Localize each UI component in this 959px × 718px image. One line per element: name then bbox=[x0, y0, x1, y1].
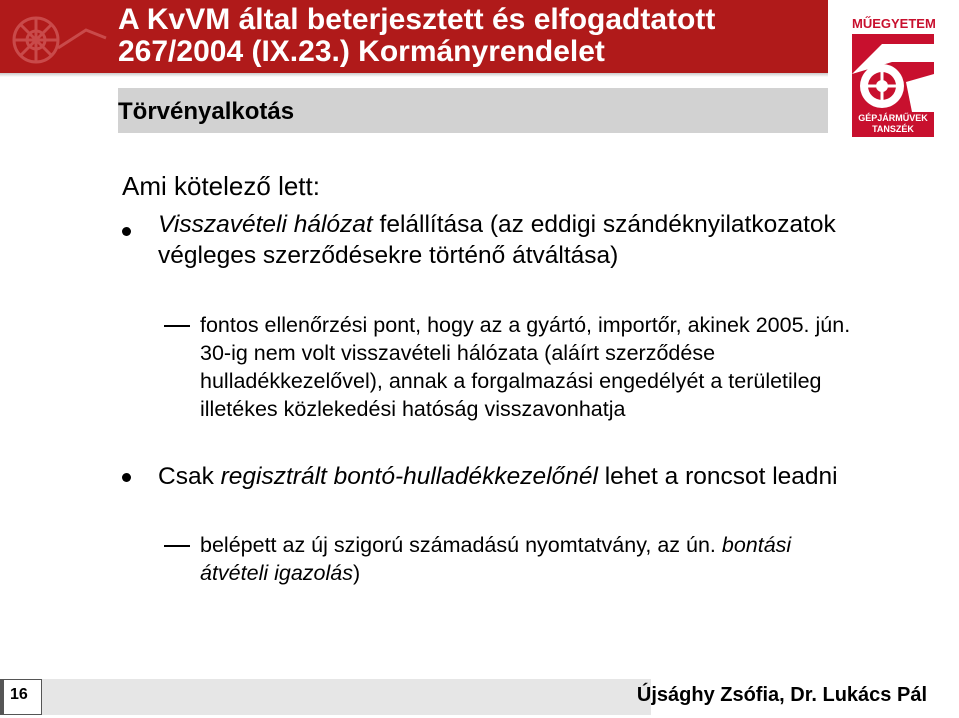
bullet-1-text bbox=[158, 209, 888, 271]
bullet-dot bbox=[122, 227, 131, 236]
bullet-2-rest: lehet a roncsot leadni bbox=[597, 463, 838, 490]
intro-text: Ami kötelező lett: bbox=[122, 171, 320, 201]
bullet-2-italic: regisztrált bontó-hulladékkezelőnél bbox=[220, 463, 598, 490]
bullet-2-pre: Csak bbox=[158, 463, 221, 490]
bullet-1-italic: Visszavételi hálózat bbox=[158, 211, 373, 238]
logo-bottom-line-1: GÉPJÁRMŰVEK bbox=[858, 113, 928, 123]
wheel-watermark-icon bbox=[6, 8, 110, 68]
bullet-2-sub-italic: bontási átvételi igazolás bbox=[200, 533, 792, 585]
bullet-2-text bbox=[158, 461, 888, 492]
bullet-2-sub-text bbox=[200, 531, 860, 587]
dash-marker bbox=[164, 325, 190, 327]
bullet-2-sub-post: ) bbox=[352, 561, 361, 585]
bullet-2-sub-pre: belépett az új szigorú számadású nyomtatvány, az ún. bbox=[200, 533, 722, 557]
logo-bottom-line-2: TANSZÉK bbox=[872, 124, 914, 134]
car-wheel-logo-icon bbox=[852, 34, 934, 112]
logo-bottom-text bbox=[852, 112, 934, 137]
bullet-dot bbox=[122, 473, 131, 482]
slide-subtitle: Törvényalkotás bbox=[118, 98, 295, 125]
bullet-1-sub-text: fontos ellenőrzési pont, hogy az a gyártó, importőr, akinek 2005. jún. 30-ig nem volt visszavételi hálózata (aláírt szerződése hulladékkezelővel), annak a forgalmazási engedélyét a területileg illetékes közlekedési hatóság visszavonhatja bbox=[200, 313, 851, 421]
dash-marker bbox=[164, 545, 190, 547]
title-shadow bbox=[0, 73, 828, 77]
author-credit: Újsághy Zsófia, Dr. Lukács Pál bbox=[636, 684, 927, 706]
logo-top-text: MŰEGYETEM bbox=[852, 14, 934, 34]
university-logo bbox=[852, 14, 934, 136]
bullet-1-rest: felállítása (az eddigi szándéknyilatkozatok végleges szerződésekre történő átváltása) bbox=[158, 211, 836, 269]
page-number-box-edge bbox=[1, 680, 4, 714]
footer-bar bbox=[42, 679, 651, 715]
slide-title: A KvVM által beterjesztett és elfogadtatott 267/2004 (IX.23.) Kormányrendelet bbox=[118, 3, 716, 68]
page-number: 16 bbox=[10, 686, 28, 703]
